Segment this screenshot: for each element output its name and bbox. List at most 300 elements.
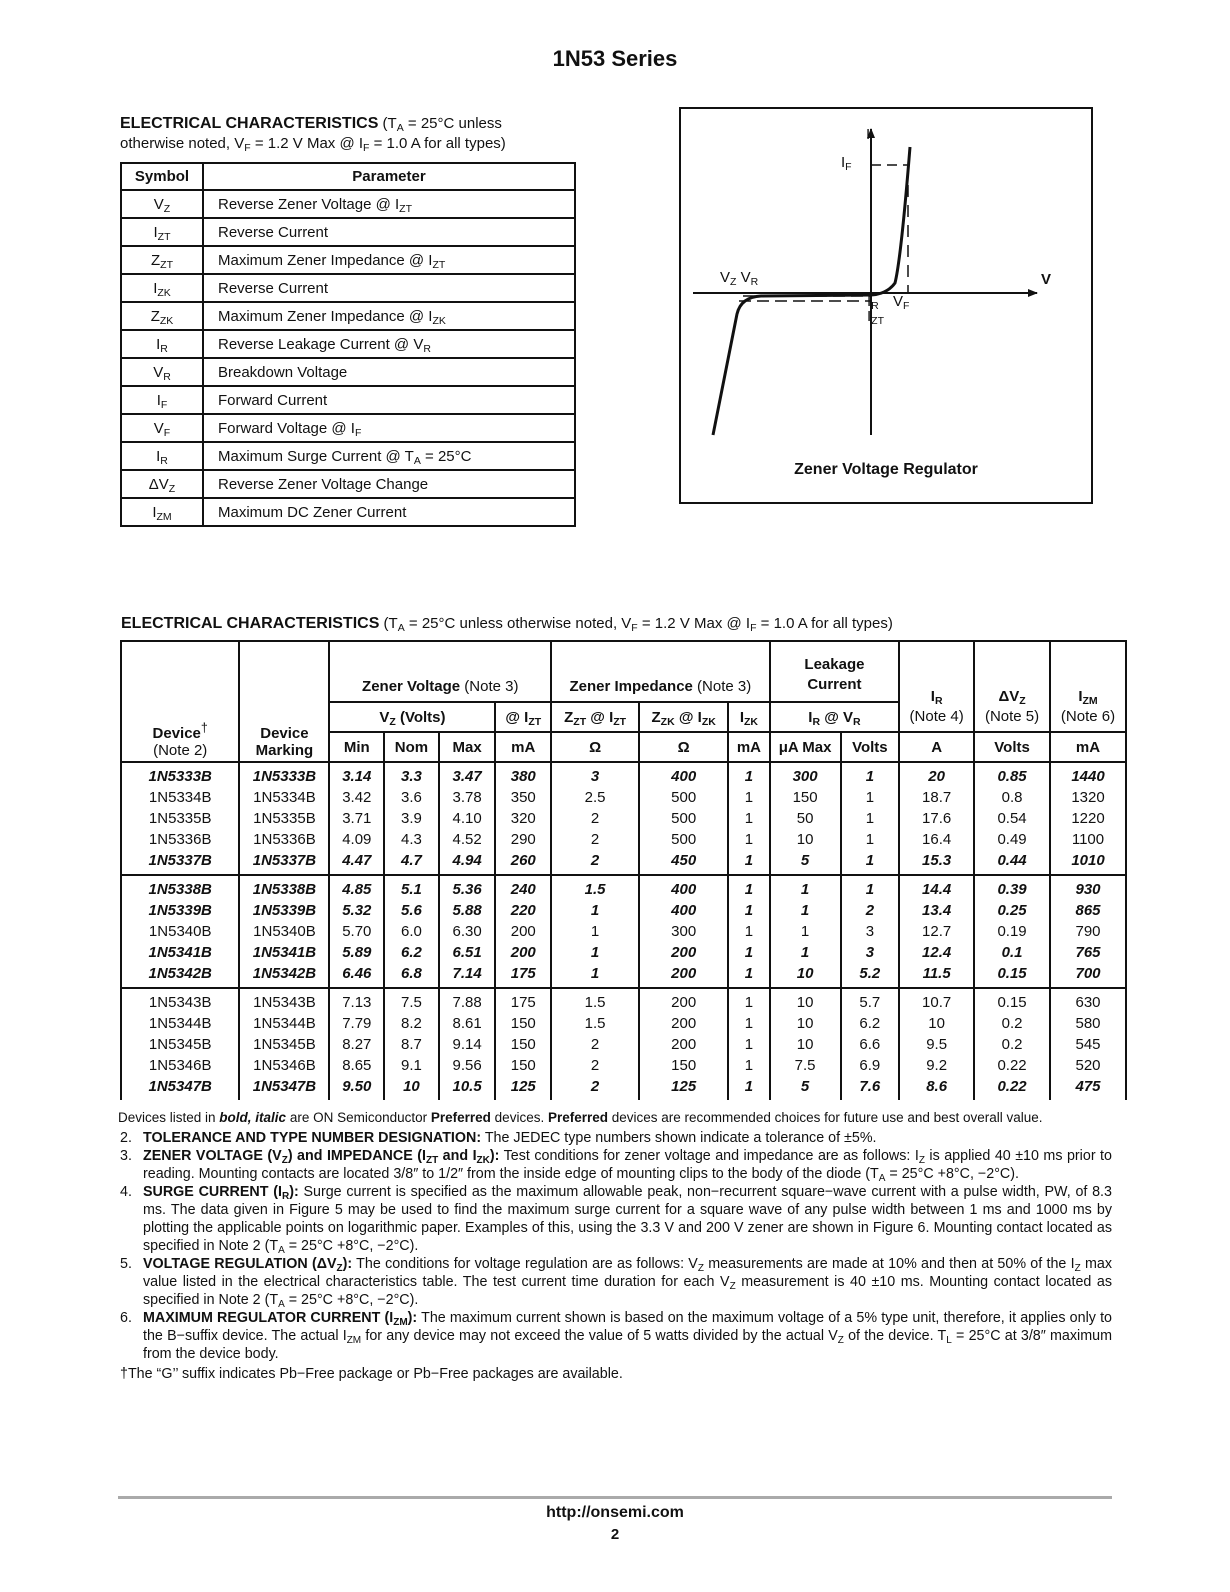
- value-cell: 9.2: [899, 1055, 974, 1076]
- value-cell: 1: [728, 875, 769, 900]
- note-5: 5. VOLTAGE REGULATION $(\Delta V_Z)$: The conditions for voltage regulation are as follows: $V_Z$ measurements are made at 10% and then at 50% of the $I_Z$ max value listed in the electrical characteristics table. The test current time duration for each $V_Z$ measurement is 40 ±10 ms. Mounting contact located as specified in Note 2 ($T_A = 25^\circ C +8^\circ C$, −2°C).: [120, 1256, 1112, 1310]
- value-cell: 4.47: [329, 850, 384, 875]
- value-cell: 200: [639, 1013, 728, 1034]
- notes-section: [120, 1109, 1112, 1383]
- value-cell: 4.09: [329, 829, 384, 850]
- value-cell: 1.5: [551, 875, 639, 900]
- device-cell: 1N5336B: [121, 829, 239, 850]
- value-cell: 1: [841, 762, 900, 787]
- value-cell: 545: [1050, 1034, 1126, 1055]
- parameter-cell: Reverse Zener Voltage @ $I_{ZT}$: [203, 190, 575, 218]
- parameter-cell: Maximum DC Zener Current: [203, 498, 575, 526]
- value-cell: 0.1: [974, 942, 1050, 963]
- value-cell: 4.52: [439, 829, 496, 850]
- value-cell: 9.56: [439, 1055, 496, 1076]
- electrical-characteristics-heading-2: ELECTRICAL CHARACTERISTICS ($T_A = 25^\circ C$ unless otherwise noted, $V_F = 1.2$ V Max @ $I_F = 1.0$ A for all types): [121, 615, 893, 634]
- v-axis-label: V: [1041, 271, 1052, 288]
- value-cell: 2: [551, 1076, 639, 1100]
- value-cell: 6.8: [384, 963, 439, 988]
- value-cell: 7.88: [439, 988, 496, 1013]
- note-6: 6. MAXIMUM REGULATOR CURRENT $(I_{ZM})$: The maximum current shown is based on the maximum voltage of a 5% type unit, therefore, it applies only to the B−suffix device. The actual $I_{ZM}$ for any device may not exceed the value of 5 watts divided by the actual $V_Z$ of the device. $T_L = 25^\circ C$ at 3/8″ maximum from the device body.: [120, 1310, 1112, 1362]
- value-cell: 1: [770, 900, 841, 921]
- unit-header: Volts: [974, 732, 1050, 762]
- value-cell: 5.2: [841, 963, 900, 988]
- marking-cell: 1N5333B: [239, 762, 329, 787]
- value-cell: 1: [728, 787, 769, 808]
- value-cell: 320: [495, 808, 551, 829]
- marking-cell: 1N5336B: [239, 829, 329, 850]
- i-axis-label: I: [866, 126, 871, 143]
- electrical-characteristics-table: [120, 640, 1127, 1100]
- value-cell: 500: [639, 787, 728, 808]
- value-cell: 0.22: [974, 1076, 1050, 1100]
- symbol-cell: $I_R$: [121, 442, 203, 470]
- value-cell: 125: [639, 1076, 728, 1100]
- value-cell: 4.3: [384, 829, 439, 850]
- value-cell: 1: [551, 963, 639, 988]
- value-cell: 10: [384, 1076, 439, 1100]
- value-cell: 865: [1050, 900, 1126, 921]
- zener-voltage-header: Zener Voltage (Note 3): [329, 641, 551, 702]
- value-cell: 1.5: [551, 988, 639, 1013]
- value-cell: 200: [639, 1034, 728, 1055]
- value-cell: 150: [770, 787, 841, 808]
- value-cell: 5.6: [384, 900, 439, 921]
- marking-cell: 1N5335B: [239, 808, 329, 829]
- value-cell: 3.71: [329, 808, 384, 829]
- marking-cell: 1N5342B: [239, 963, 329, 988]
- value-cell: 700: [1050, 963, 1126, 988]
- value-cell: 400: [639, 900, 728, 921]
- delta-vz-header: $\Delta V_Z$ (Note 5): [974, 641, 1050, 732]
- value-cell: 8.2: [384, 1013, 439, 1034]
- marking-cell: 1N5347B: [239, 1076, 329, 1100]
- table-row: [121, 850, 1126, 875]
- value-cell: 0.2: [974, 1013, 1050, 1034]
- heading-label: ELECTRICAL CHARACTERISTICS: [121, 615, 380, 632]
- graph-caption: Zener Voltage Regulator: [794, 461, 978, 478]
- value-cell: 0.44: [974, 850, 1050, 875]
- value-cell: 150: [495, 1055, 551, 1076]
- value-cell: 2: [551, 808, 639, 829]
- table-row: [121, 921, 1126, 942]
- value-cell: 10: [899, 1013, 974, 1034]
- condition-text: (T: [382, 115, 397, 132]
- parameter-cell: Reverse Current: [203, 218, 575, 246]
- symbol-row: [121, 302, 575, 330]
- unit-header: μA Max: [770, 732, 841, 762]
- value-cell: 2: [841, 900, 900, 921]
- value-cell: 1010: [1050, 850, 1126, 875]
- device-header: Device† (Note 2): [121, 641, 239, 762]
- device-cell: 1N5342B: [121, 963, 239, 988]
- marking-cell: 1N5346B: [239, 1055, 329, 1076]
- symbol-cell: $I_{ZT}$: [121, 218, 203, 246]
- value-cell: 1: [728, 1076, 769, 1100]
- zener-characteristic-graph: [679, 107, 1093, 504]
- table-row: [121, 1076, 1126, 1100]
- value-cell: 2: [551, 1034, 639, 1055]
- unit-header: Min: [329, 732, 384, 762]
- value-cell: 1: [728, 921, 769, 942]
- table-row: [121, 1034, 1126, 1055]
- value-cell: 8.6: [899, 1076, 974, 1100]
- value-cell: 175: [495, 988, 551, 1013]
- value-cell: 4.85: [329, 875, 384, 900]
- value-cell: 200: [639, 942, 728, 963]
- value-cell: 1: [770, 942, 841, 963]
- zzk-header: $Z_{ZK}$ @ $I_{ZK}$: [639, 702, 728, 732]
- ir-header: $I_R$ (Note 4): [899, 641, 974, 732]
- ir-at-vr-header: $I_R$ @ $V_R$: [770, 702, 900, 732]
- table-row: [121, 942, 1126, 963]
- value-cell: 9.14: [439, 1034, 496, 1055]
- value-cell: 240: [495, 875, 551, 900]
- value-cell: 7.14: [439, 963, 496, 988]
- condition-text: = 1.0 A for all types): [369, 135, 506, 152]
- value-cell: 3.3: [384, 762, 439, 787]
- value-cell: 8.65: [329, 1055, 384, 1076]
- value-cell: 765: [1050, 942, 1126, 963]
- value-cell: 260: [495, 850, 551, 875]
- dagger-note: †The “G’’ suffix indicates Pb−Free package or Pb−Free packages are available.: [120, 1366, 623, 1382]
- value-cell: 1: [728, 762, 769, 787]
- value-cell: 8.7: [384, 1034, 439, 1055]
- symbol-row: [121, 274, 575, 302]
- value-cell: 150: [495, 1013, 551, 1034]
- value-cell: 2: [551, 850, 639, 875]
- value-cell: 8.61: [439, 1013, 496, 1034]
- value-cell: 1: [728, 829, 769, 850]
- symbol-cell: $V_Z$: [121, 190, 203, 218]
- value-cell: 12.4: [899, 942, 974, 963]
- value-cell: 200: [639, 988, 728, 1013]
- value-cell: 125: [495, 1076, 551, 1100]
- value-cell: 10.5: [439, 1076, 496, 1100]
- izk-header: $I_{ZK}$: [728, 702, 769, 732]
- at-izt-header: @ $I_{ZT}$: [495, 702, 551, 732]
- value-cell: 2: [551, 829, 639, 850]
- value-cell: 10: [770, 988, 841, 1013]
- value-cell: 1: [728, 808, 769, 829]
- parameter-cell: Forward Current: [203, 386, 575, 414]
- value-cell: 1: [728, 850, 769, 875]
- ir-label: $I_R$: [867, 293, 879, 312]
- value-cell: 1: [841, 875, 900, 900]
- condition-sub: A: [396, 122, 404, 134]
- value-cell: 0.25: [974, 900, 1050, 921]
- value-cell: 10: [770, 1034, 841, 1055]
- value-cell: 9.5: [899, 1034, 974, 1055]
- condition-text: otherwise noted, V: [120, 135, 245, 152]
- unit-header: Max: [439, 732, 496, 762]
- value-cell: 1320: [1050, 787, 1126, 808]
- value-cell: 18.7: [899, 787, 974, 808]
- condition-sub: F: [244, 142, 251, 154]
- value-cell: 400: [639, 762, 728, 787]
- marking-cell: 1N5338B: [239, 875, 329, 900]
- marking-cell: 1N5343B: [239, 988, 329, 1013]
- value-cell: 0.15: [974, 963, 1050, 988]
- value-cell: 5.32: [329, 900, 384, 921]
- value-cell: 2: [551, 1055, 639, 1076]
- value-cell: 1: [841, 850, 900, 875]
- device-cell: 1N5333B: [121, 762, 239, 787]
- table-row: [121, 787, 1126, 808]
- footer-divider: [118, 1496, 1112, 1499]
- value-cell: 4.10: [439, 808, 496, 829]
- symbol-cell: $I_R$: [121, 330, 203, 358]
- if-label: $I_F$: [841, 154, 852, 173]
- value-cell: 0.22: [974, 1055, 1050, 1076]
- zener-impedance-header: Zener Impedance (Note 3): [551, 641, 770, 702]
- value-cell: 1: [841, 829, 900, 850]
- table-row: [121, 808, 1126, 829]
- value-cell: 1220: [1050, 808, 1126, 829]
- value-cell: 500: [639, 829, 728, 850]
- value-cell: 475: [1050, 1076, 1126, 1100]
- value-cell: 3: [841, 921, 900, 942]
- value-cell: 350: [495, 787, 551, 808]
- value-cell: 450: [639, 850, 728, 875]
- value-cell: 11.5: [899, 963, 974, 988]
- table-row: [121, 963, 1126, 988]
- value-cell: 6.46: [329, 963, 384, 988]
- parameter-cell: Maximum Zener Impedance @ $I_{ZK}$: [203, 302, 575, 330]
- unit-header: mA: [728, 732, 769, 762]
- value-cell: 13.4: [899, 900, 974, 921]
- condition-text: = 25°C unless: [403, 115, 502, 132]
- symbol-row: [121, 190, 575, 218]
- value-cell: 0.8: [974, 787, 1050, 808]
- value-cell: 16.4: [899, 829, 974, 850]
- value-cell: 1: [728, 963, 769, 988]
- marking-cell: 1N5344B: [239, 1013, 329, 1034]
- value-cell: 6.51: [439, 942, 496, 963]
- device-marking-header: Device Marking: [239, 641, 329, 762]
- value-cell: 1: [770, 875, 841, 900]
- table-row: [121, 900, 1126, 921]
- value-cell: 400: [639, 875, 728, 900]
- value-cell: 6.9: [841, 1055, 900, 1076]
- value-cell: 5.36: [439, 875, 496, 900]
- symbol-cell: $I_{ZM}$: [121, 498, 203, 526]
- vz-volts-header: $V_Z$ (Volts): [329, 702, 495, 732]
- value-cell: 4.94: [439, 850, 496, 875]
- value-cell: 1: [770, 921, 841, 942]
- value-cell: 14.4: [899, 875, 974, 900]
- parameter-cell: Breakdown Voltage: [203, 358, 575, 386]
- symbol-row: [121, 414, 575, 442]
- value-cell: 1: [728, 900, 769, 921]
- condition-text: = 1.2 V Max @ I: [250, 135, 364, 152]
- value-cell: 3.47: [439, 762, 496, 787]
- value-cell: 200: [495, 942, 551, 963]
- page-number: 2: [610, 1526, 620, 1543]
- value-cell: 3: [841, 942, 900, 963]
- electrical-characteristics-heading-1: [120, 114, 580, 154]
- value-cell: 0.49: [974, 829, 1050, 850]
- marking-cell: 1N5341B: [239, 942, 329, 963]
- value-cell: 7.79: [329, 1013, 384, 1034]
- value-cell: 930: [1050, 875, 1126, 900]
- value-cell: 5: [770, 850, 841, 875]
- value-cell: 1: [551, 921, 639, 942]
- value-cell: 300: [639, 921, 728, 942]
- symbol-cell: $I_{ZK}$: [121, 274, 203, 302]
- symbol-cell: $V_F$: [121, 414, 203, 442]
- value-cell: 10: [770, 1013, 841, 1034]
- heading-label: ELECTRICAL CHARACTERISTICS: [120, 115, 379, 132]
- value-cell: 3.9: [384, 808, 439, 829]
- parameter-cell: Reverse Zener Voltage Change: [203, 470, 575, 498]
- value-cell: 580: [1050, 1013, 1126, 1034]
- value-cell: 6.30: [439, 921, 496, 942]
- value-cell: 3.6: [384, 787, 439, 808]
- page-title: 1N53 Series: [552, 46, 678, 71]
- device-cell: 1N5335B: [121, 808, 239, 829]
- value-cell: 7.5: [770, 1055, 841, 1076]
- value-cell: 1: [728, 1013, 769, 1034]
- value-cell: 5.89: [329, 942, 384, 963]
- value-cell: 0.19: [974, 921, 1050, 942]
- value-cell: 5.7: [841, 988, 900, 1013]
- device-cell: 1N5341B: [121, 942, 239, 963]
- unit-header: Ω: [639, 732, 728, 762]
- table-row: [121, 1013, 1126, 1034]
- value-cell: 630: [1050, 988, 1126, 1013]
- unit-header: Volts: [841, 732, 900, 762]
- device-cell: 1N5334B: [121, 787, 239, 808]
- iv-curve-svg: [681, 109, 1091, 502]
- value-cell: 150: [495, 1034, 551, 1055]
- note-2: 2. TOLERANCE AND TYPE NUMBER DESIGNATION: The JEDEC type numbers shown indicate a tolerance of ±5%.: [120, 1130, 877, 1146]
- marking-cell: 1N5345B: [239, 1034, 329, 1055]
- value-cell: 50: [770, 808, 841, 829]
- value-cell: 15.3: [899, 850, 974, 875]
- symbol-row: [121, 470, 575, 498]
- value-cell: 380: [495, 762, 551, 787]
- symbol-row: [121, 386, 575, 414]
- symbol-parameter-table: [120, 162, 576, 527]
- parameter-header: Parameter: [203, 163, 575, 190]
- value-cell: 520: [1050, 1055, 1126, 1076]
- symbol-header: Symbol: [121, 163, 203, 190]
- value-cell: 1100: [1050, 829, 1126, 850]
- value-cell: 1: [728, 988, 769, 1013]
- symbol-cell: $Z_{ZT}$: [121, 246, 203, 274]
- value-cell: 6.6: [841, 1034, 900, 1055]
- value-cell: 10: [770, 829, 841, 850]
- value-cell: 175: [495, 963, 551, 988]
- value-cell: 10.7: [899, 988, 974, 1013]
- value-cell: 6.0: [384, 921, 439, 942]
- device-cell: 1N5346B: [121, 1055, 239, 1076]
- value-cell: 0.54: [974, 808, 1050, 829]
- value-cell: 9.1: [384, 1055, 439, 1076]
- value-cell: 200: [639, 963, 728, 988]
- device-cell: 1N5339B: [121, 900, 239, 921]
- symbol-cell: $V_R$: [121, 358, 203, 386]
- value-cell: 3.42: [329, 787, 384, 808]
- table-row: [121, 829, 1126, 850]
- value-cell: 1: [728, 1055, 769, 1076]
- value-cell: 6.2: [841, 1013, 900, 1034]
- device-cell: 1N5347B: [121, 1076, 239, 1100]
- marking-cell: 1N5334B: [239, 787, 329, 808]
- unit-header: Nom: [384, 732, 439, 762]
- value-cell: 200: [495, 921, 551, 942]
- value-cell: 6.2: [384, 942, 439, 963]
- condition-sub: F: [363, 142, 370, 154]
- value-cell: 1: [841, 808, 900, 829]
- value-cell: 12.7: [899, 921, 974, 942]
- marking-cell: 1N5337B: [239, 850, 329, 875]
- value-cell: 5.70: [329, 921, 384, 942]
- vz-vr-label: $V_Z$ $V_R$: [720, 269, 759, 288]
- device-cell: 1N5345B: [121, 1034, 239, 1055]
- marking-cell: 1N5339B: [239, 900, 329, 921]
- unit-header: mA: [1050, 732, 1126, 762]
- device-cell: 1N5340B: [121, 921, 239, 942]
- symbol-row: [121, 358, 575, 386]
- value-cell: 0.15: [974, 988, 1050, 1013]
- value-cell: 17.6: [899, 808, 974, 829]
- value-cell: 790: [1050, 921, 1126, 942]
- iv-curve: [713, 147, 910, 435]
- value-cell: 7.13: [329, 988, 384, 1013]
- value-cell: 7.5: [384, 988, 439, 1013]
- symbol-row: [121, 330, 575, 358]
- device-cell: 1N5337B: [121, 850, 239, 875]
- parameter-cell: Reverse Leakage Current @ $V_R$: [203, 330, 575, 358]
- table-row: [121, 762, 1126, 787]
- value-cell: 1.5: [551, 1013, 639, 1034]
- value-cell: 0.2: [974, 1034, 1050, 1055]
- value-cell: 1: [551, 942, 639, 963]
- value-cell: 3.14: [329, 762, 384, 787]
- device-cell: 1N5344B: [121, 1013, 239, 1034]
- device-cell: 1N5343B: [121, 988, 239, 1013]
- table-row: [121, 988, 1126, 1013]
- value-cell: 150: [639, 1055, 728, 1076]
- value-cell: 4.7: [384, 850, 439, 875]
- value-cell: 1440: [1050, 762, 1126, 787]
- parameter-cell: Maximum Surge Current @ $T_A = 25^\circ C$: [203, 442, 575, 470]
- parameter-cell: Reverse Current: [203, 274, 575, 302]
- parameter-cell: Maximum Zener Impedance @ $I_{ZT}$: [203, 246, 575, 274]
- izm-header: $I_{ZM}$ (Note 6): [1050, 641, 1126, 732]
- symbol-cell: $\Delta V_Z$: [121, 470, 203, 498]
- symbol-row: [121, 218, 575, 246]
- unit-header: A: [899, 732, 974, 762]
- value-cell: 1: [841, 787, 900, 808]
- leakage-current-header: Leakage Current: [770, 641, 900, 702]
- value-cell: 5: [770, 1076, 841, 1100]
- value-cell: 500: [639, 808, 728, 829]
- value-cell: 1: [728, 1034, 769, 1055]
- marking-cell: 1N5340B: [239, 921, 329, 942]
- value-cell: 5.88: [439, 900, 496, 921]
- table-row: [121, 1055, 1126, 1076]
- symbol-row: [121, 498, 575, 526]
- zzt-header: $Z_{ZT}$ @ $I_{ZT}$: [551, 702, 639, 732]
- note-4: 4. SURGE CURRENT $(I_R)$: Surge current is specified as the maximum allowable peak, non−recurrent square−wave current with a pulse width, PW, of 8.3 ms. The data given in Figure 5 may be used to find the maximum surge current for a square wave of any pulse width between 1 ms and 1000 ms by plotting the applicable points on logarithmic paper. Examples of this, using the 3.3 V and 200 V zener are shown in Figure 6. Mounting contact located as specified in Note 2 ($T_A = 25^\circ C +8^\circ C$, −2°C).: [120, 1184, 1112, 1256]
- value-cell: 7.6: [841, 1076, 900, 1100]
- note-3: 3. ZENER VOLTAGE $(V_Z)$ and IMPEDANCE ($I_{ZT}$ and $I_{ZK}$): Test conditions for zener voltage and impedance are as follows: $I_Z$ is applied 40 ±10 ms prior to reading. Mounting contacts are located 3/8″ to 1/2″ from the inside edge of mounting clips to the body of the diode ($T_A = 25^\circ C +8^\circ C$, −2°C).: [120, 1148, 1112, 1184]
- value-cell: 1: [728, 942, 769, 963]
- unit-header: mA: [495, 732, 551, 762]
